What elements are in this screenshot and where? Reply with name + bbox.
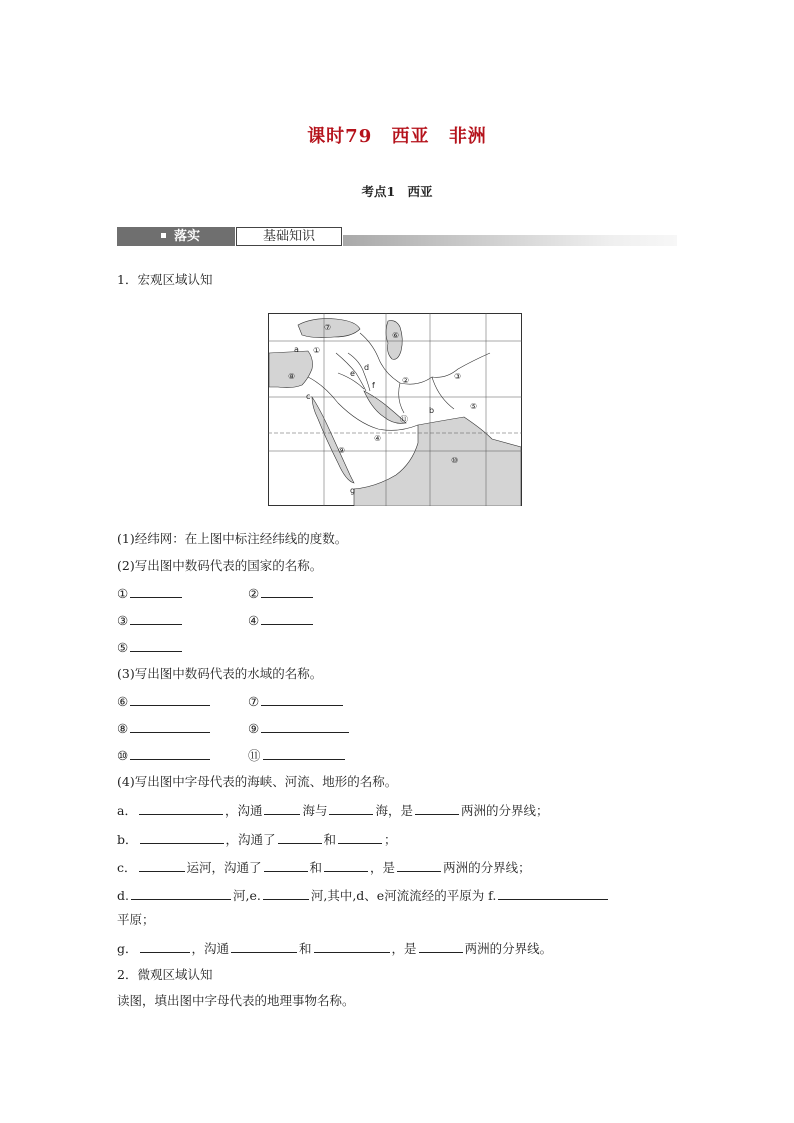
map-label-9: ⑨ [338, 446, 346, 455]
answer-c [117, 859, 531, 876]
map-label-a: a [294, 345, 299, 354]
label-n4: ④ [248, 613, 260, 628]
blank-g-4[interactable] [419, 940, 463, 953]
g-text-1: ，沟通 [191, 941, 230, 956]
answer-row-6 [117, 693, 212, 710]
answer-row-8 [117, 720, 212, 737]
blank-c-1[interactable] [139, 859, 185, 872]
banner-dark-label: 落实 [174, 229, 201, 244]
question-2-prompt: (2)写出图中数码代表的国家的名称。 [117, 558, 323, 573]
b-text-3: ； [384, 832, 397, 847]
banner-light-tab: 基础知识 [236, 227, 342, 246]
d-prefix: d. [117, 888, 129, 903]
title-region-1: 西亚 [391, 126, 430, 147]
question-3-prompt: (3)写出图中数码代表的水域的名称。 [117, 666, 323, 681]
b-text-1: ，沟通了 [225, 832, 276, 847]
section2-instruction: 读图，填出图中字母代表的地理事物名称。 [117, 993, 355, 1008]
blank-n7[interactable] [261, 693, 343, 706]
map-label-2: ② [402, 376, 410, 385]
banner-gradient-bar [343, 235, 677, 246]
blank-d-1[interactable] [131, 887, 231, 900]
blank-d-2[interactable] [263, 887, 309, 900]
blank-n4[interactable] [261, 612, 313, 625]
map-label-3: ③ [454, 372, 462, 381]
section-banner [117, 227, 677, 247]
subtitle-point: 考点1 [361, 184, 396, 199]
blank-n8[interactable] [130, 720, 210, 733]
map-label-d: d [364, 363, 370, 372]
section-subtitle [0, 182, 794, 200]
label-n1: ① [117, 586, 129, 601]
section1-heading: 1．宏观区域认知 [117, 272, 213, 287]
map-label-c: c [306, 392, 311, 401]
g-text-2: 和 [299, 941, 312, 956]
blank-c-4[interactable] [397, 859, 441, 872]
map-label-7: ⑦ [324, 323, 332, 332]
d-text-3: 平原； [117, 912, 155, 927]
map-label-e: e [350, 369, 355, 378]
c-text-1: 运河，沟通了 [186, 860, 262, 875]
banner-dark-tab [117, 227, 235, 246]
blank-g-1[interactable] [140, 940, 190, 953]
map-label-4: ④ [374, 434, 382, 443]
label-n11: ⑪ [248, 748, 261, 763]
west-asia-map [268, 313, 522, 506]
a-text-3: 海，是 [375, 803, 413, 818]
answer-row-10 [117, 747, 212, 764]
answer-row-2 [248, 585, 315, 602]
answer-row-7 [248, 693, 345, 710]
g-text-3: ，是 [391, 941, 417, 956]
blank-b-2[interactable] [278, 831, 322, 844]
map-label-f: f [372, 381, 375, 390]
c-prefix: c． [117, 860, 137, 875]
answer-row-1 [117, 585, 184, 602]
blank-a-1[interactable] [139, 802, 223, 815]
title-lesson: 课时79 [307, 126, 373, 147]
blank-b-3[interactable] [338, 831, 382, 844]
blank-n3[interactable] [130, 612, 182, 625]
answer-row-5 [117, 639, 184, 656]
blank-n5[interactable] [130, 639, 182, 652]
blank-g-3[interactable] [314, 940, 390, 953]
answer-row-9 [248, 720, 351, 737]
blank-n2[interactable] [261, 585, 313, 598]
c-text-3: ，是 [370, 860, 396, 875]
blank-n9[interactable] [261, 720, 349, 733]
label-n5: ⑤ [117, 640, 129, 655]
label-n2: ② [248, 586, 260, 601]
answer-d-cont [117, 912, 155, 928]
map-label-g: g [350, 486, 356, 495]
label-n10: ⑩ [117, 748, 129, 763]
answer-row-11 [248, 747, 347, 764]
blank-c-2[interactable] [264, 859, 308, 872]
question-4-prompt: (4)写出图中字母代表的海峡、河流、地形的名称。 [117, 774, 398, 789]
b-prefix: b． [117, 832, 138, 847]
label-n6: ⑥ [117, 694, 129, 709]
blank-n10[interactable] [130, 747, 210, 760]
blank-c-3[interactable] [324, 859, 368, 872]
answer-row-4 [248, 612, 315, 629]
a-text-4: 两洲的分界线； [461, 803, 549, 818]
label-n7: ⑦ [248, 694, 260, 709]
blank-a-2[interactable] [264, 802, 300, 815]
map-label-1: ① [313, 346, 321, 355]
square-bullet-icon [161, 233, 166, 238]
label-n9: ⑨ [248, 721, 260, 736]
blank-a-4[interactable] [415, 802, 459, 815]
g-text-4: 两洲的分界线。 [464, 941, 553, 956]
a-text-1: ，沟通 [224, 803, 263, 818]
question-1: (1)经纬网：在上图中标注经纬线的度数。 [117, 531, 348, 546]
blank-b-1[interactable] [140, 831, 224, 844]
map-label-6: ⑥ [392, 331, 400, 340]
answer-g [117, 940, 552, 957]
answer-row-3 [117, 612, 184, 629]
b-text-2: 和 [323, 832, 337, 847]
map-label-8: ⑧ [288, 372, 296, 381]
blank-n11[interactable] [263, 747, 345, 760]
blank-a-3[interactable] [329, 802, 373, 815]
a-prefix: a． [117, 803, 137, 818]
label-n3: ③ [117, 613, 129, 628]
blank-n6[interactable] [130, 693, 210, 706]
label-n8: ⑧ [117, 721, 129, 736]
a-text-2: 海与 [302, 803, 328, 818]
answer-d [117, 887, 610, 904]
answer-b [117, 831, 397, 848]
answer-a [117, 802, 549, 819]
section2-heading: 2．微观区域认知 [117, 967, 213, 982]
d-text-1: 河,e. [232, 888, 261, 903]
map-label-11: ⑪ [400, 415, 408, 424]
map-label-b: b [429, 406, 435, 415]
blank-d-3[interactable] [498, 887, 608, 900]
map-label-5: ⑤ [470, 402, 478, 411]
c-text-2: 和 [309, 860, 323, 875]
page-title [0, 122, 794, 148]
subtitle-region: 西亚 [407, 184, 433, 199]
blank-g-2[interactable] [231, 940, 297, 953]
g-prefix: g． [117, 941, 138, 956]
d-text-2: 河,其中,d、e河流流经的平原为 f. [310, 888, 497, 903]
blank-n1[interactable] [130, 585, 182, 598]
c-text-4: 两洲的分界线； [443, 860, 531, 875]
title-region-2: 非洲 [448, 126, 487, 147]
map-label-10: ⑩ [451, 456, 459, 465]
